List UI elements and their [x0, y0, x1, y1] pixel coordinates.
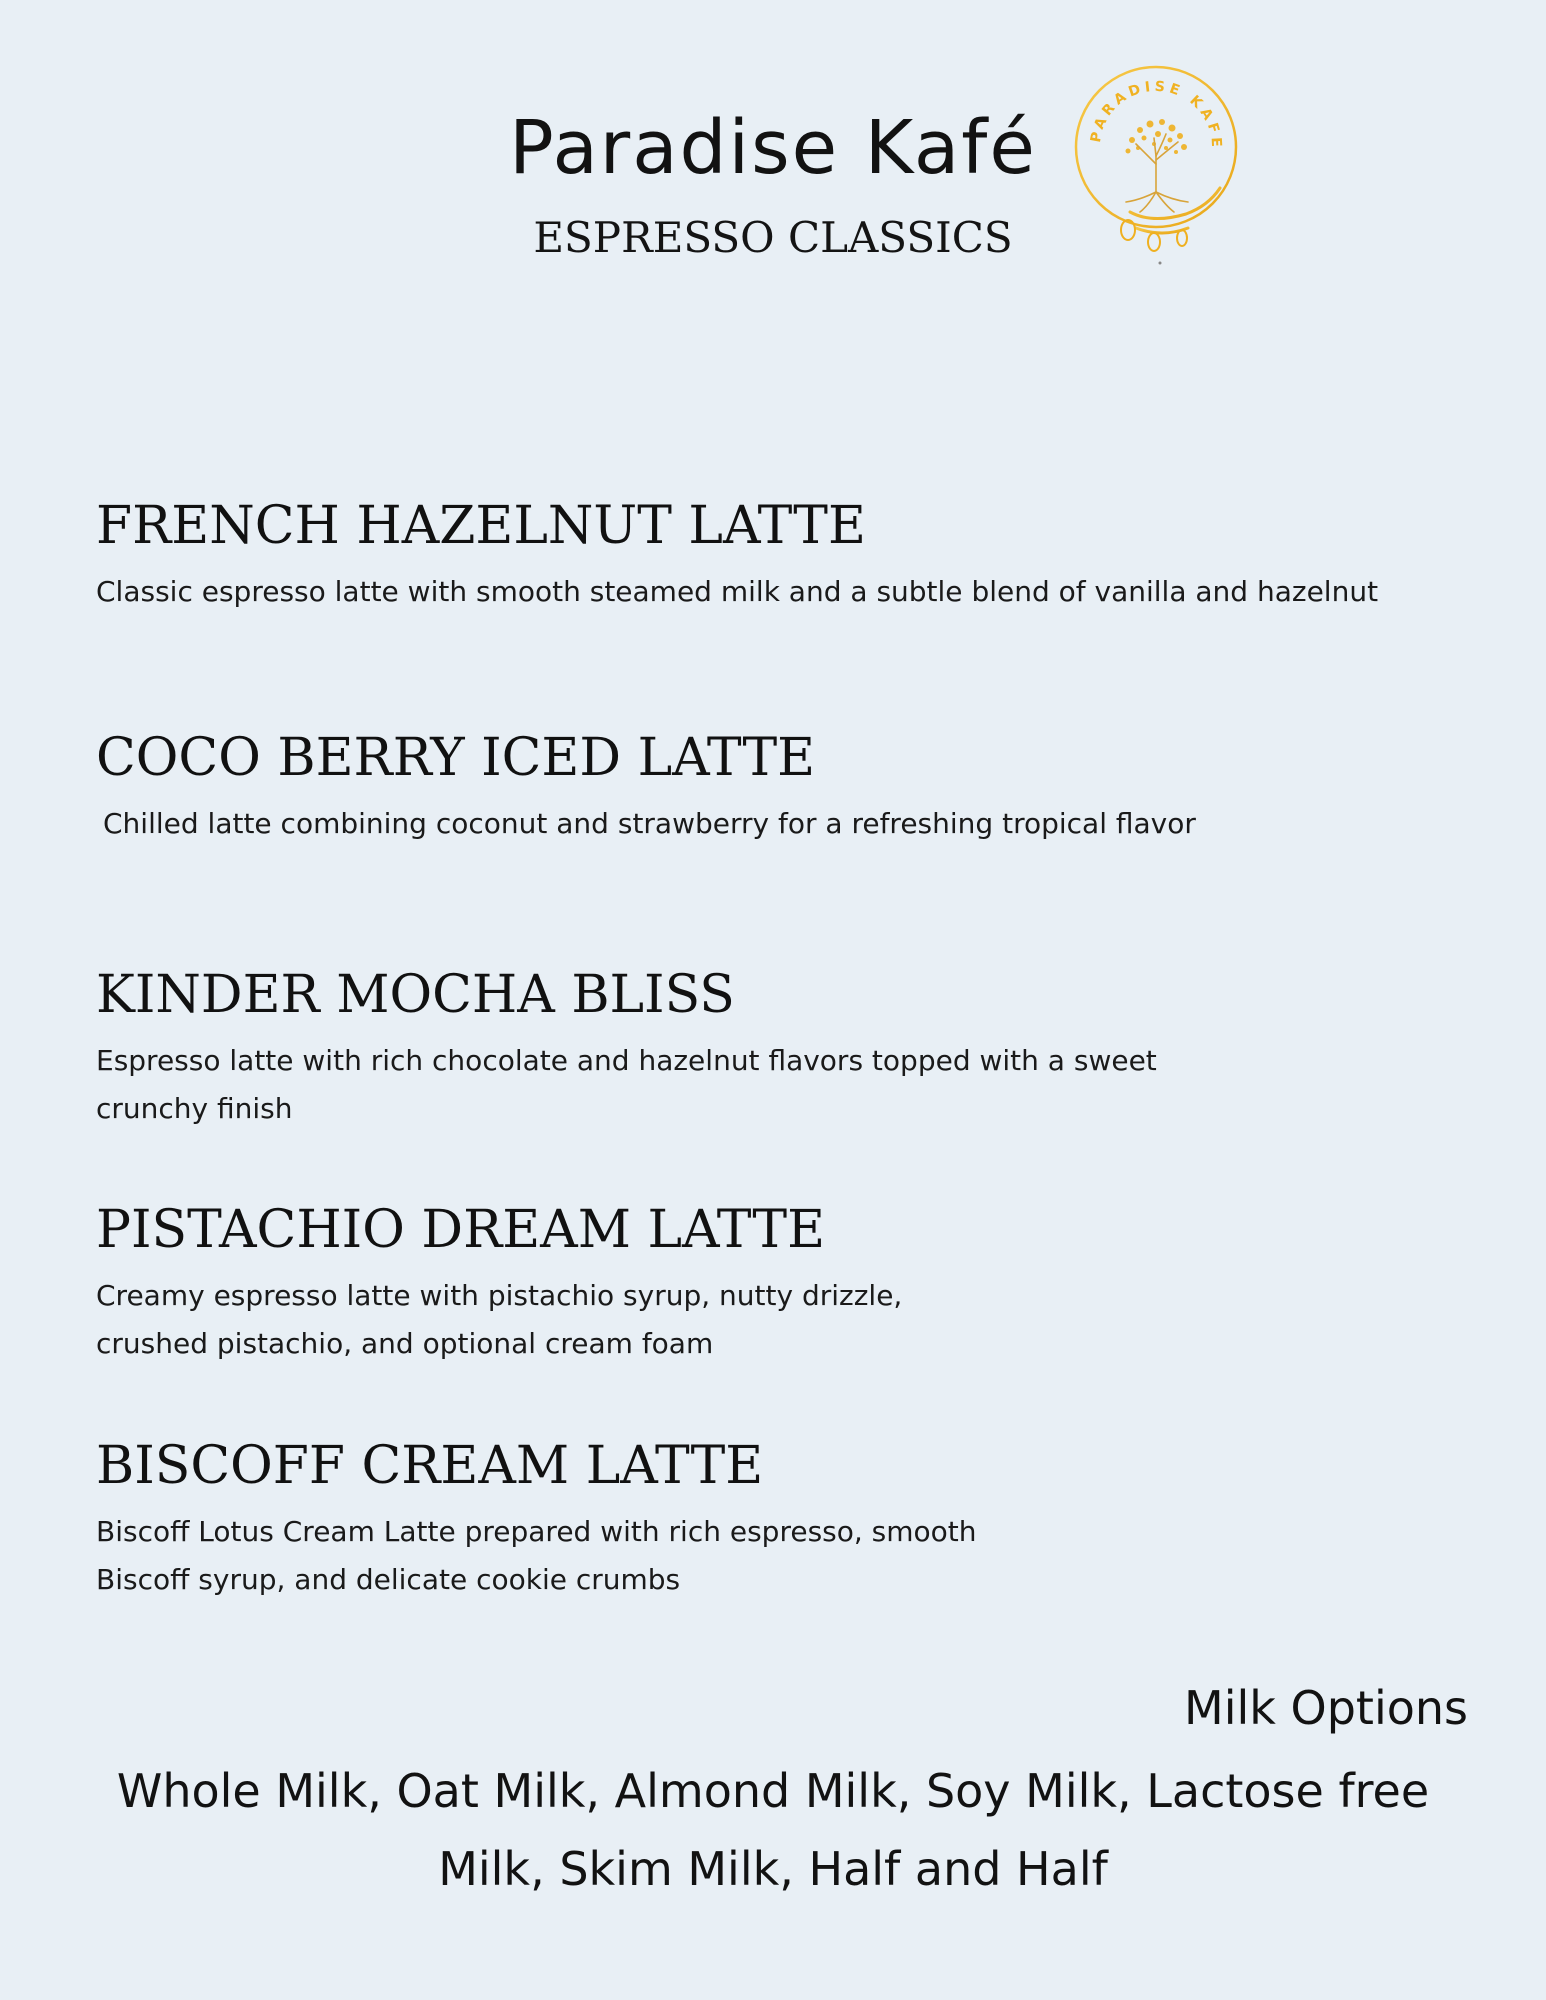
menu-item-biscoff-cream-latte — [96, 1434, 996, 1604]
paradise-kafe-logo — [1070, 52, 1242, 268]
milk-options-list: Whole Milk, Oat Milk, Almond Milk, Soy Milk, Lactose free Milk, Skim Milk, Half and Half — [116, 1764, 1430, 1896]
item-name: PISTACHIO DREAM LATTE — [96, 1200, 826, 1260]
item-description: Chilled latte combining coconut and strawberry for a refreshing tropical flavor — [103, 807, 1196, 840]
svg-text:PARADISE KAFE: PARADISE KAFE — [1087, 78, 1225, 152]
item-description: Creamy espresso latte with pistachio syrup, nutty drizzle, crushed pistachio, and optional cream foam — [96, 1279, 903, 1360]
item-description: Espresso latte with rich chocolate and hazelnut flavors topped with a sweet crunchy finish — [96, 1044, 1157, 1125]
menu-item-kinder-mocha-bliss — [96, 963, 1176, 1133]
section-title: ESPRESSO CLASSICS — [533, 213, 1013, 262]
item-description: Biscoff Lotus Cream Latte prepared with rich espresso, smooth Biscoff syrup, and delicate cookie crumbs — [96, 1515, 977, 1596]
menu-item-pistachio-dream-latte — [96, 1198, 936, 1368]
item-name: COCO BERRY ICED LATTE — [96, 728, 816, 788]
item-name: FRENCH HAZELNUT LATTE — [96, 496, 866, 556]
menu-item-french-hazelnut-latte — [96, 494, 1378, 616]
item-name: BISCOFF CREAM LATTE — [96, 1436, 764, 1496]
milk-options-heading: Milk Options — [1184, 1681, 1468, 1735]
item-description: Classic espresso latte with smooth steamed milk and a subtle blend of vanilla and hazelnut — [96, 575, 1379, 608]
item-name: KINDER MOCHA BLISS — [96, 965, 735, 1025]
menu-item-coco-berry-iced-latte — [96, 726, 1196, 848]
brand-name: Paradise Kafé — [509, 105, 1037, 191]
